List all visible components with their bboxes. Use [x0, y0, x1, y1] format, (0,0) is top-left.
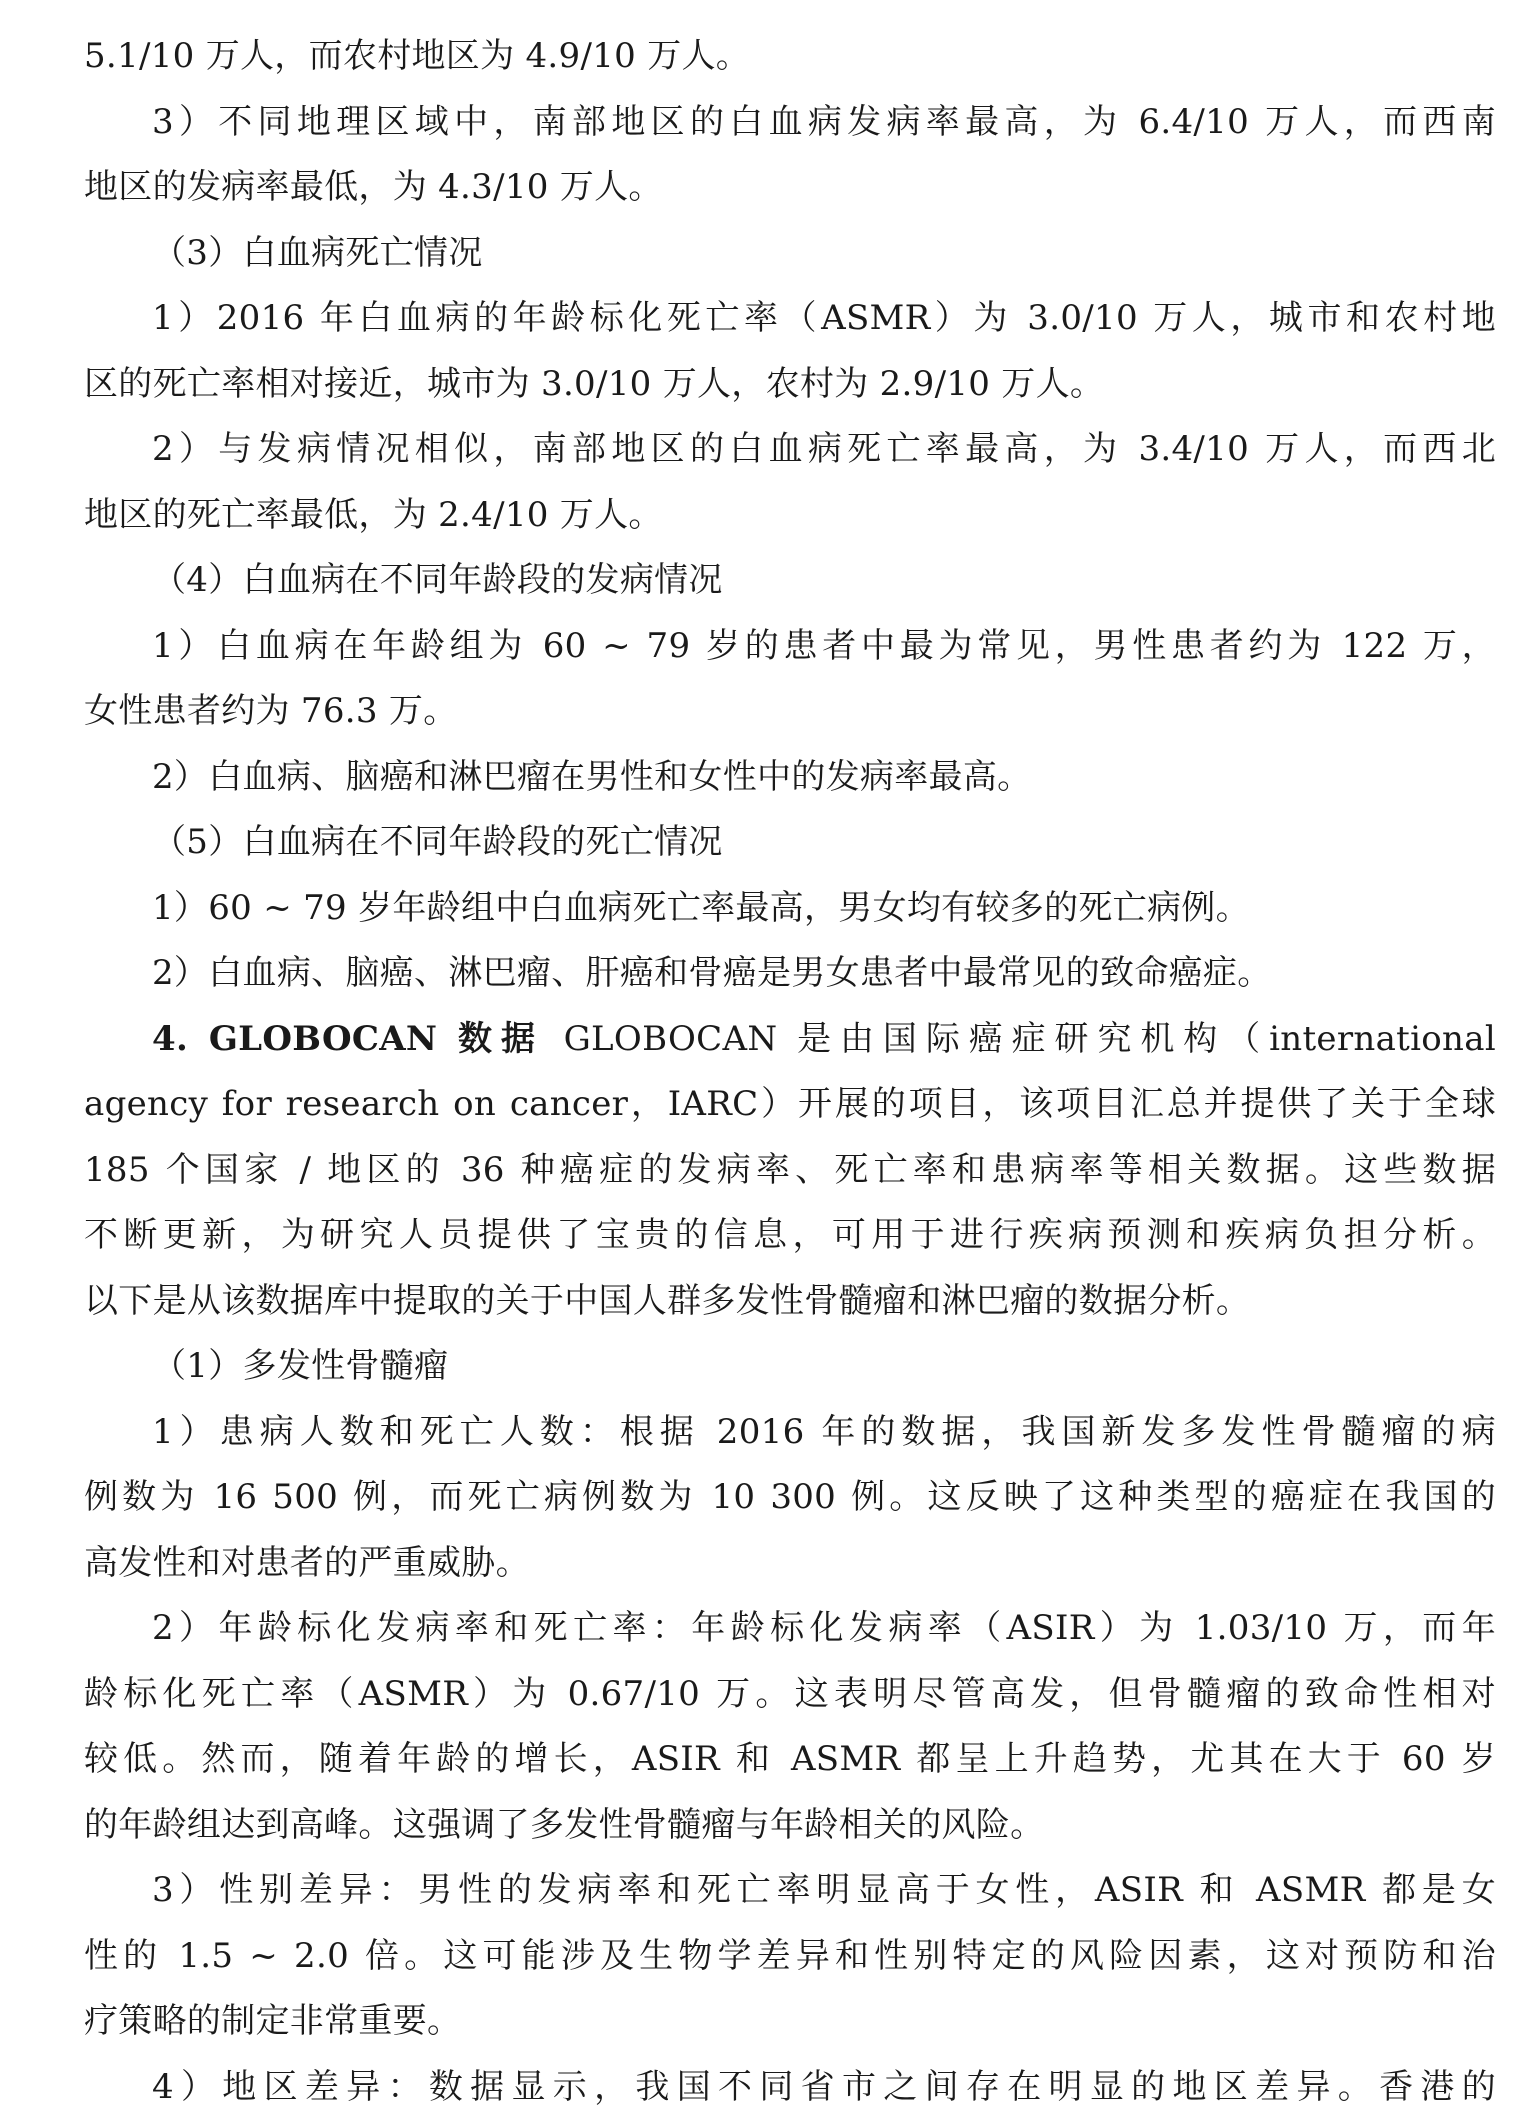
- text-line: 地区的发病率最低，为 4.3/10 万人。: [84, 155, 1496, 221]
- text-line-content: GLOBOCAN 是由国际癌症研究机构（international: [544, 1019, 1496, 1059]
- document-page: [84, 24, 1496, 2120]
- text-line: 较低。然而，随着年龄的增长，ASIR 和 ASMR 都呈上升趋势，尤其在大于 60 岁: [84, 1727, 1496, 1793]
- text-line: 不断更新，为研究人员提供了宝贵的信息，可用于进行疾病预测和疾病负担分析。: [84, 1203, 1496, 1269]
- text-line: 2）年龄标化发病率和死亡率：年龄标化发病率（ASIR）为 1.03/10 万，而年: [84, 1596, 1496, 1662]
- section-heading: 4. GLOBOCAN 数据: [152, 1019, 544, 1059]
- text-line: （5）白血病在不同年龄段的死亡情况: [84, 810, 1496, 876]
- text-line: 2）与发病情况相似，南部地区的白血病死亡率最高，为 3.4/10 万人，而西北: [84, 417, 1496, 483]
- text-line: 1）2016 年白血病的年龄标化死亡率（ASMR）为 3.0/10 万人，城市和农村地: [84, 286, 1496, 352]
- text-line: 的年龄组达到高峰。这强调了多发性骨髓瘤与年龄相关的风险。: [84, 1793, 1496, 1859]
- text-line: 高发性和对患者的严重威胁。: [84, 1531, 1496, 1597]
- text-line: （4）白血病在不同年龄段的发病情况: [84, 548, 1496, 614]
- text-line: agency for research on cancer，IARC）开展的项目，该项目汇总并提供了关于全球: [84, 1072, 1496, 1138]
- text-line: [84, 1007, 1496, 1073]
- text-line: 185 个国家 / 地区的 36 种癌症的发病率、死亡率和患病率等相关数据。这些数据: [84, 1138, 1496, 1204]
- text-line: 女性患者约为 76.3 万。: [84, 679, 1496, 745]
- text-line: 性的 1.5 ~ 2.0 倍。这可能涉及生物学差异和性别特定的风险因素，这对预防和治: [84, 1924, 1496, 1990]
- text-line: 5.1/10 万人，而农村地区为 4.9/10 万人。: [84, 24, 1496, 90]
- text-line: （3）白血病死亡情况: [84, 221, 1496, 287]
- text-line: 区的死亡率相对接近，城市为 3.0/10 万人，农村为 2.9/10 万人。: [84, 352, 1496, 418]
- text-line: 3）不同地理区域中，南部地区的白血病发病率最高，为 6.4/10 万人，而西南: [84, 90, 1496, 156]
- text-line: 2）白血病、脑癌和淋巴瘤在男性和女性中的发病率最高。: [84, 745, 1496, 811]
- text-line: 以下是从该数据库中提取的关于中国人群多发性骨髓瘤和淋巴瘤的数据分析。: [84, 1269, 1496, 1335]
- text-line: 例数为 16 500 例，而死亡病例数为 10 300 例。这反映了这种类型的癌症在我国的: [84, 1465, 1496, 1531]
- text-line: 1）患病人数和死亡人数：根据 2016 年的数据，我国新发多发性骨髓瘤的病: [84, 1400, 1496, 1466]
- text-line: 疗策略的制定非常重要。: [84, 1989, 1496, 2055]
- text-line: 4）地区差异：数据显示，我国不同省市之间存在明显的地区差异。香港的: [84, 2055, 1496, 2120]
- text-line: 地区的死亡率最低，为 2.4/10 万人。: [84, 483, 1496, 549]
- text-line: 龄标化死亡率（ASMR）为 0.67/10 万。这表明尽管高发，但骨髓瘤的致命性相对: [84, 1662, 1496, 1728]
- text-line: 3）性别差异：男性的发病率和死亡率明显高于女性，ASIR 和 ASMR 都是女: [84, 1858, 1496, 1924]
- text-line: 2）白血病、脑癌、淋巴瘤、肝癌和骨癌是男女患者中最常见的致命癌症。: [84, 941, 1496, 1007]
- text-line: 1）白血病在年龄组为 60 ~ 79 岁的患者中最为常见，男性患者约为 122 万，: [84, 614, 1496, 680]
- text-line: 1）60 ~ 79 岁年龄组中白血病死亡率最高，男女均有较多的死亡病例。: [84, 876, 1496, 942]
- text-line: （1）多发性骨髓瘤: [84, 1334, 1496, 1400]
